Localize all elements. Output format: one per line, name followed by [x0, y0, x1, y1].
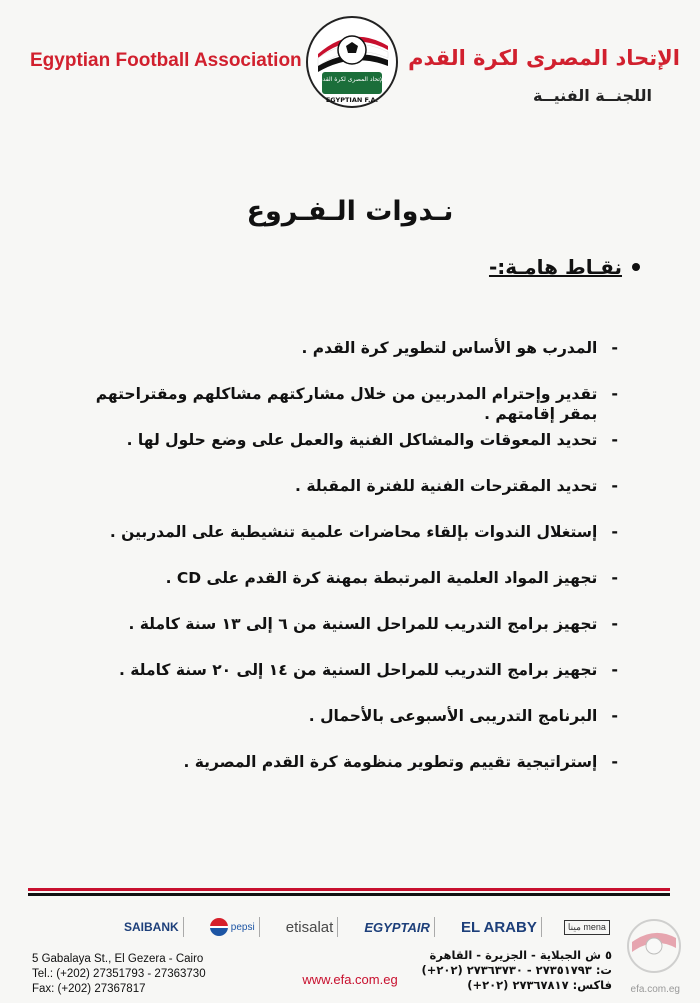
letterhead: [0, 0, 700, 120]
technical-committee-label: اللجنــة الفنيــة: [532, 86, 652, 105]
address-arabic: ٥ ش الجبلاية - الجزيرة - القاهرة: [429, 948, 612, 962]
list-item-text: تجهيز برامج التدريب للمراحل السنية من ٦ إلى ١٣ سنة كاملة .: [128, 615, 598, 633]
dash-marker: -: [611, 706, 618, 725]
important-points-heading: [489, 255, 640, 279]
points-list: [58, 338, 618, 798]
list-item: [58, 430, 618, 476]
fax-english: Fax: (+202) 27367817: [32, 983, 146, 995]
etisalat-logo: etisalat: [282, 917, 339, 937]
telephone-english: Tel.: (+202) 27351793 - 27363730: [32, 968, 206, 980]
footer-rule-red: [28, 888, 670, 891]
pepsi-logo: [206, 917, 260, 937]
sponsors-bar: [120, 915, 610, 939]
list-item-text: إستراتيجية تقييم وتطوير منظومة كرة القدم المصرية .: [183, 753, 598, 771]
list-item: [58, 384, 618, 430]
list-item-text: تجهيز برامج التدريب للمراحل السنية من ١٤ إلى ٢٠ سنة كاملة .: [119, 661, 598, 679]
logo-english-text: EGYPTIAN F.A.: [325, 96, 379, 104]
mena-logo: مينا mena: [564, 920, 610, 935]
list-item: [58, 568, 618, 614]
fax-arabic: فاكس: ٢٧٣٦٧٨١٧ (٢٠٢+): [467, 978, 612, 992]
org-name-arabic: الإتحاد المصرى لكرة القدم: [408, 46, 680, 70]
important-points-label: نقـاط هامـة:-: [488, 255, 622, 279]
logo-arabic-text: الإتحاد المصرى لكرة القدم: [318, 76, 386, 83]
efa-watermark-icon: [626, 918, 682, 974]
website-link[interactable]: www.efa.com.eg: [302, 972, 398, 987]
efa-logo: [304, 14, 400, 110]
list-item: [58, 614, 618, 660]
list-item: [58, 752, 618, 798]
list-item-text: تحديد المقترحات الفنية للفترة المقبلة .: [295, 477, 598, 495]
list-item: [58, 338, 618, 384]
list-item: [58, 476, 618, 522]
egyptair-logo: EGYPTAIR: [360, 917, 435, 937]
list-item: [58, 522, 618, 568]
dash-marker: -: [611, 338, 618, 357]
pepsi-globe-icon: [210, 918, 228, 936]
contact-arabic: [422, 948, 613, 993]
address-english: 5 Gabalaya St., El Gezera - Cairo: [32, 953, 204, 965]
list-item-text: تحديد المعوقات والمشاكل الفنية والعمل على وضع حلول لها .: [126, 431, 598, 449]
pepsi-label: pepsi: [230, 921, 255, 933]
dash-marker: -: [611, 430, 618, 449]
dash-marker: -: [611, 522, 618, 541]
dash-marker: -: [611, 614, 618, 633]
list-item-text: تجهيز المواد العلمية المرتبطة بمهنة كرة القدم على CD .: [165, 569, 598, 587]
list-item: [58, 660, 618, 706]
footer-rule-black: [28, 893, 670, 896]
watermark-text: efa.com.eg: [630, 984, 680, 995]
saib-bank-logo: SAIBANK: [120, 917, 184, 937]
elaraby-logo: EL ARABY: [457, 917, 542, 937]
document-title: نـدوات الـفـروع: [246, 196, 454, 227]
org-name-english: Egyptian Football Association: [30, 50, 302, 71]
bullet-dot-icon: [632, 263, 640, 271]
dash-marker: -: [611, 568, 618, 587]
list-item: [58, 706, 618, 752]
list-item-text: المدرب هو الأساس لتطوير كرة القدم .: [301, 339, 598, 357]
dash-marker: -: [611, 476, 618, 495]
dash-marker: -: [611, 752, 618, 771]
dash-marker: -: [611, 660, 618, 679]
telephone-arabic: ت: ٢٧٣٥١٧٩٣ - ٢٧٣٦٣٧٣٠ (٢٠٢+): [421, 963, 612, 977]
list-item-text: تقدير وإحترام المدربين من خلال مشاركتهم مشاكلهم ومقتراحتهم بمقر إقامتهم .: [95, 385, 598, 423]
list-item-text: البرنامج التدريبى الأسبوعى بالأحمال .: [308, 707, 598, 725]
list-item-text: إستغلال الندوات بإلقاء محاضرات علمية تنشيطية على المدربين .: [109, 523, 598, 541]
dash-marker: -: [611, 384, 618, 403]
